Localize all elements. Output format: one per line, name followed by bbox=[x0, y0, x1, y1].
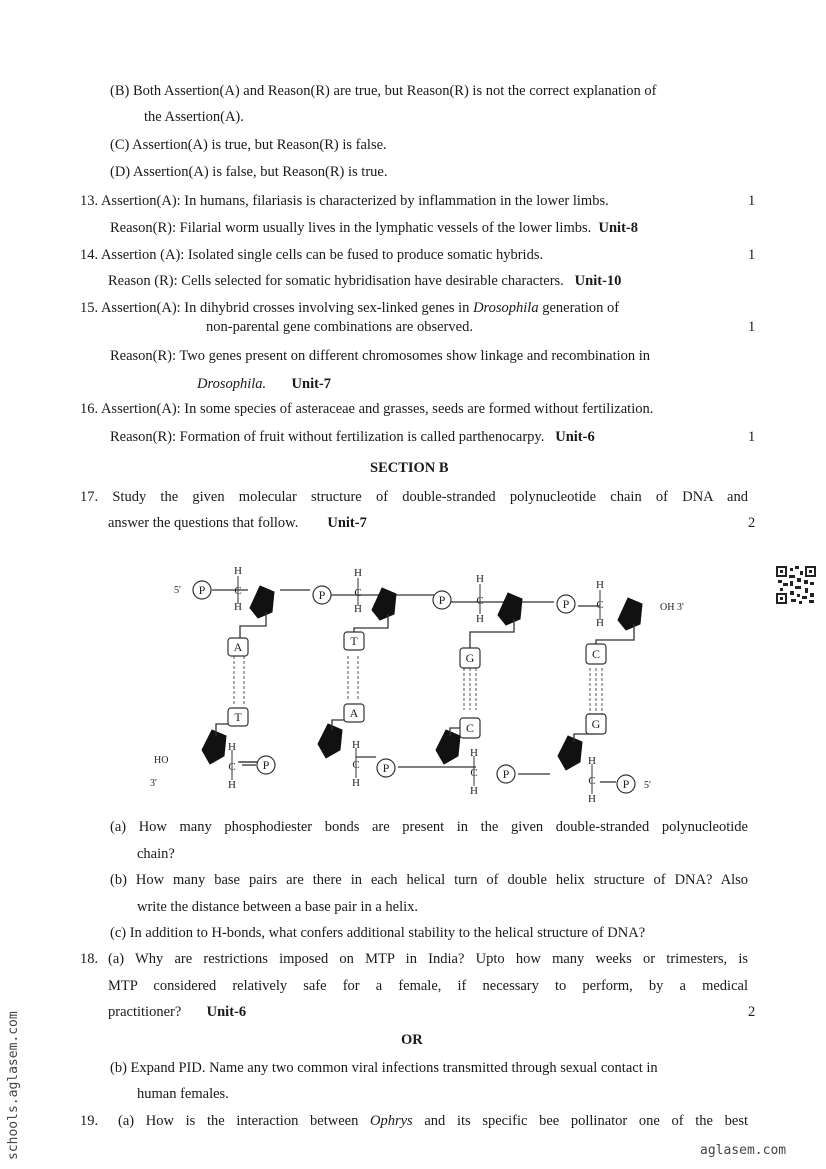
base-top-3: G bbox=[465, 651, 475, 665]
five-prime-top-label: 5' bbox=[174, 585, 181, 596]
three-prime-top-label: OH 3' bbox=[660, 602, 684, 613]
h-bot-3: H bbox=[470, 747, 478, 759]
q18-a-line1: (a) Why are restrictions imposed on MTP in India? Upto how many weeks or trimesters, is bbox=[108, 951, 748, 967]
q19-line1: (a) How is the interaction between Ophrys and its specific bee pollinator one of the best bbox=[118, 1113, 748, 1129]
q15-assertion-line2: non-parental gene combinations are observed. bbox=[206, 319, 473, 335]
c-top-1: C bbox=[234, 585, 242, 597]
c-top-2: C bbox=[354, 587, 362, 599]
ho-label: HO bbox=[154, 755, 169, 766]
base-top-4: C bbox=[591, 647, 601, 661]
q18-b-line2: human females. bbox=[137, 1086, 229, 1102]
h-top-3b: H bbox=[476, 613, 484, 625]
q14-marks: 1 bbox=[748, 247, 756, 263]
c-top-3: C bbox=[476, 595, 484, 607]
h-top-4: H bbox=[596, 579, 604, 591]
base-bottom-2: A bbox=[349, 706, 359, 720]
phosphate-label-2: P bbox=[318, 588, 326, 602]
c-bot-2: C bbox=[352, 759, 360, 771]
h-bot-1: H bbox=[228, 741, 236, 753]
base-bottom-4: G bbox=[591, 717, 601, 731]
q15-assertion: 15. Assertion(A): In dihybrid crosses involving sex-linked genes in Drosophila generation of bbox=[80, 300, 620, 316]
phosphate-label-4: P bbox=[562, 597, 570, 611]
q15-reason: Reason(R): Two genes present on different chromosomes show linkage and recombination in bbox=[110, 348, 651, 364]
c-bot-3: C bbox=[470, 767, 478, 779]
phosphate-label-3: P bbox=[438, 593, 446, 607]
h-bot-3b: H bbox=[470, 785, 478, 797]
section-b-heading: SECTION B bbox=[370, 460, 449, 476]
base-bottom-1: T bbox=[234, 710, 242, 724]
q14-unit: Unit-10 bbox=[574, 273, 622, 289]
q17-line2: answer the questions that follow. Unit-7 bbox=[108, 515, 367, 531]
c-bot-1: C bbox=[228, 761, 236, 773]
q19-num: 19. bbox=[80, 1113, 99, 1129]
h-bot-1b: H bbox=[228, 779, 236, 791]
q16-marks: 1 bbox=[748, 429, 756, 445]
c-top-4: C bbox=[596, 599, 604, 611]
q13-unit: Unit-8 bbox=[598, 220, 638, 236]
q18-a-line3: practitioner? Unit-6 bbox=[108, 1004, 247, 1020]
q13-assertion: 13. Assertion(A): In humans, filariasis is characterized by inflammation in the lower limbs. bbox=[80, 193, 609, 209]
h-bot-2: H bbox=[352, 739, 360, 751]
h-top-3: H bbox=[476, 573, 484, 585]
q17-marks: 2 bbox=[748, 515, 756, 531]
c-bot-4: C bbox=[588, 775, 596, 787]
q16-reason: Reason(R): Formation of fruit without fertilization is called parthenocarpy. Unit-6 bbox=[110, 429, 595, 445]
q13-reason: Reason(R): Filarial worm usually lives in the lymphatic vessels of the lower limbs. Unit-8 bbox=[110, 220, 638, 236]
h-top-2b: H bbox=[354, 603, 362, 615]
q18-unit: Unit-6 bbox=[206, 1004, 247, 1020]
q14-reason: Reason (R): Cells selected for somatic hybridisation have desirable characters. Unit-10 bbox=[108, 273, 622, 289]
h-bot-2b: H bbox=[352, 777, 360, 789]
option-b-line1: (B) Both Assertion(A) and Reason(R) are true, but Reason(R) is not the correct explanation of bbox=[110, 83, 657, 99]
q15-reason-line2: Drosophila. Unit-7 bbox=[197, 376, 332, 392]
q18-or: OR bbox=[401, 1032, 423, 1048]
q17-line1: 17. Study the given molecular structure of double-stranded polynucleotide chain of DNA and bbox=[80, 489, 748, 505]
q17-b-line2: write the distance between a base pair in a helix. bbox=[137, 899, 419, 915]
q15-marks: 1 bbox=[748, 319, 756, 335]
option-d: (D) Assertion(A) is false, but Reason(R) is true. bbox=[110, 164, 388, 180]
option-c: (C) Assertion(A) is true, but Reason(R) is false. bbox=[110, 137, 387, 153]
footer-watermark: aglasem.com bbox=[700, 1143, 787, 1158]
dna-structure-diagram bbox=[140, 560, 684, 810]
q17-a-line1: (a) How many phosphodiester bonds are present in the given double-stranded polynucleotide bbox=[110, 819, 748, 835]
phosphate-label-7: P bbox=[502, 767, 510, 781]
base-top-1: A bbox=[233, 640, 243, 654]
q14-assertion: 14. Assertion (A): Isolated single cells can be fused to produce somatic hybrids. bbox=[80, 247, 544, 263]
q16-assertion: 16. Assertion(A): In some species of asteraceae and grasses, seeds are formed without fertilization. bbox=[80, 401, 654, 417]
q18-b-line1: (b) Expand PID. Name any two common viral infections transmitted through sexual contact in bbox=[110, 1060, 658, 1076]
three-prime-bottom-label: 3' bbox=[150, 778, 157, 789]
q13-marks: 1 bbox=[748, 193, 756, 209]
q17-unit: Unit-7 bbox=[327, 515, 367, 531]
h-top-1b: H bbox=[234, 601, 242, 613]
q18-a-line2: MTP considered relatively safe for a female, if necessary to perform, by a medical bbox=[108, 978, 748, 994]
q18-marks: 2 bbox=[748, 1004, 756, 1020]
h-bot-4: H bbox=[588, 755, 596, 767]
phosphate-label-1: P bbox=[198, 583, 206, 597]
h-top-4b: H bbox=[596, 617, 604, 629]
q16-unit: Unit-6 bbox=[555, 429, 595, 445]
side-watermark: schools.aglasem.com bbox=[6, 1011, 21, 1160]
h-top-2: H bbox=[354, 567, 362, 579]
qr-code-icon bbox=[776, 566, 816, 604]
q17-a-line2: chain? bbox=[137, 846, 175, 862]
phosphate-label-6: P bbox=[382, 761, 390, 775]
h-bot-4b: H bbox=[588, 793, 596, 805]
base-bottom-3: C bbox=[465, 721, 475, 735]
phosphate-label-8: P bbox=[622, 777, 630, 791]
five-prime-bottom-label: 5' bbox=[644, 780, 651, 791]
option-b-line2: the Assertion(A). bbox=[144, 109, 244, 125]
h-top-1: H bbox=[234, 565, 242, 577]
base-top-2: T bbox=[350, 634, 358, 648]
phosphate-label-5: P bbox=[262, 758, 270, 772]
q15-unit: Unit-7 bbox=[291, 376, 332, 392]
q17-c: (c) In addition to H-bonds, what confers additional stability to the helical structure of DNA? bbox=[110, 925, 646, 941]
q18-num: 18. bbox=[80, 951, 99, 967]
q17-b-line1: (b) How many base pairs are there in each helical turn of double helix structure of DNA? Also bbox=[110, 872, 748, 888]
